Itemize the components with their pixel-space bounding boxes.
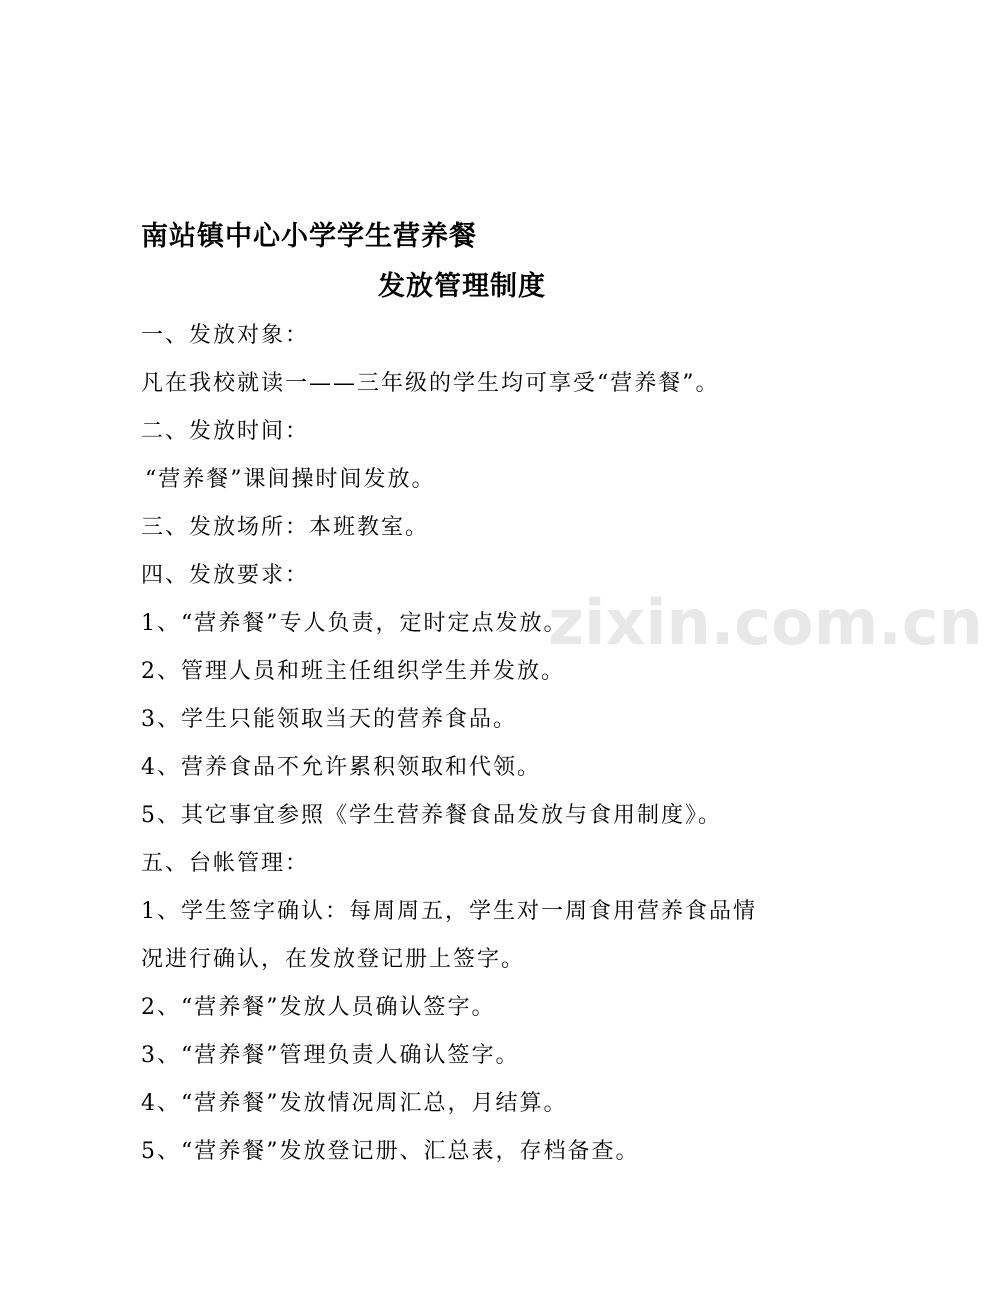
- list-item: 5、其它事宜参照《学生营养餐食品发放与食用制度》。: [141, 803, 722, 828]
- list-item: 2、“营养餐”发放人员确认签字。: [141, 995, 496, 1020]
- list-item: 2、管理人员和班主任组织学生并发放。: [141, 659, 565, 684]
- list-item: 1、“营养餐”专人负责，定时定点发放。: [141, 611, 568, 636]
- document-subtitle: 发放管理制度: [378, 271, 546, 302]
- list-item: 3、“营养餐”管理负责人确认签字。: [141, 1043, 520, 1068]
- paragraph-line: “营养餐”课间操时间发放。: [145, 467, 436, 492]
- list-item: 3、学生只能领取当天的营养食品。: [141, 707, 517, 732]
- section-heading-time: 二、发放时间：: [141, 419, 310, 444]
- section-heading-requirements: 四、发放要求：: [141, 563, 310, 588]
- list-item-continuation: 况进行确认，在发放登记册上签字。: [141, 947, 526, 972]
- document-title: 南站镇中心小学学生营养餐: [141, 221, 477, 252]
- section-heading-recipients: 一、发放对象：: [141, 323, 310, 348]
- list-item: 5、“营养餐”发放登记册、汇总表，存档备查。: [141, 1139, 640, 1164]
- paragraph-line: 凡在我校就读一——三年级的学生均可享受“营养餐”。: [141, 371, 720, 396]
- watermark: zixin.com.cn: [548, 586, 983, 659]
- list-item: 1、学生签字确认：每周周五，学生对一周食用营养食品情: [141, 899, 757, 924]
- section-heading-ledger: 五、台帐管理：: [141, 851, 310, 876]
- section-heading-place: 三、发放场所：本班教室。: [141, 515, 430, 540]
- list-item: 4、“营养餐”发放情况周汇总，月结算。: [141, 1091, 568, 1116]
- list-item: 4、营养食品不允许累积领取和代领。: [141, 755, 541, 780]
